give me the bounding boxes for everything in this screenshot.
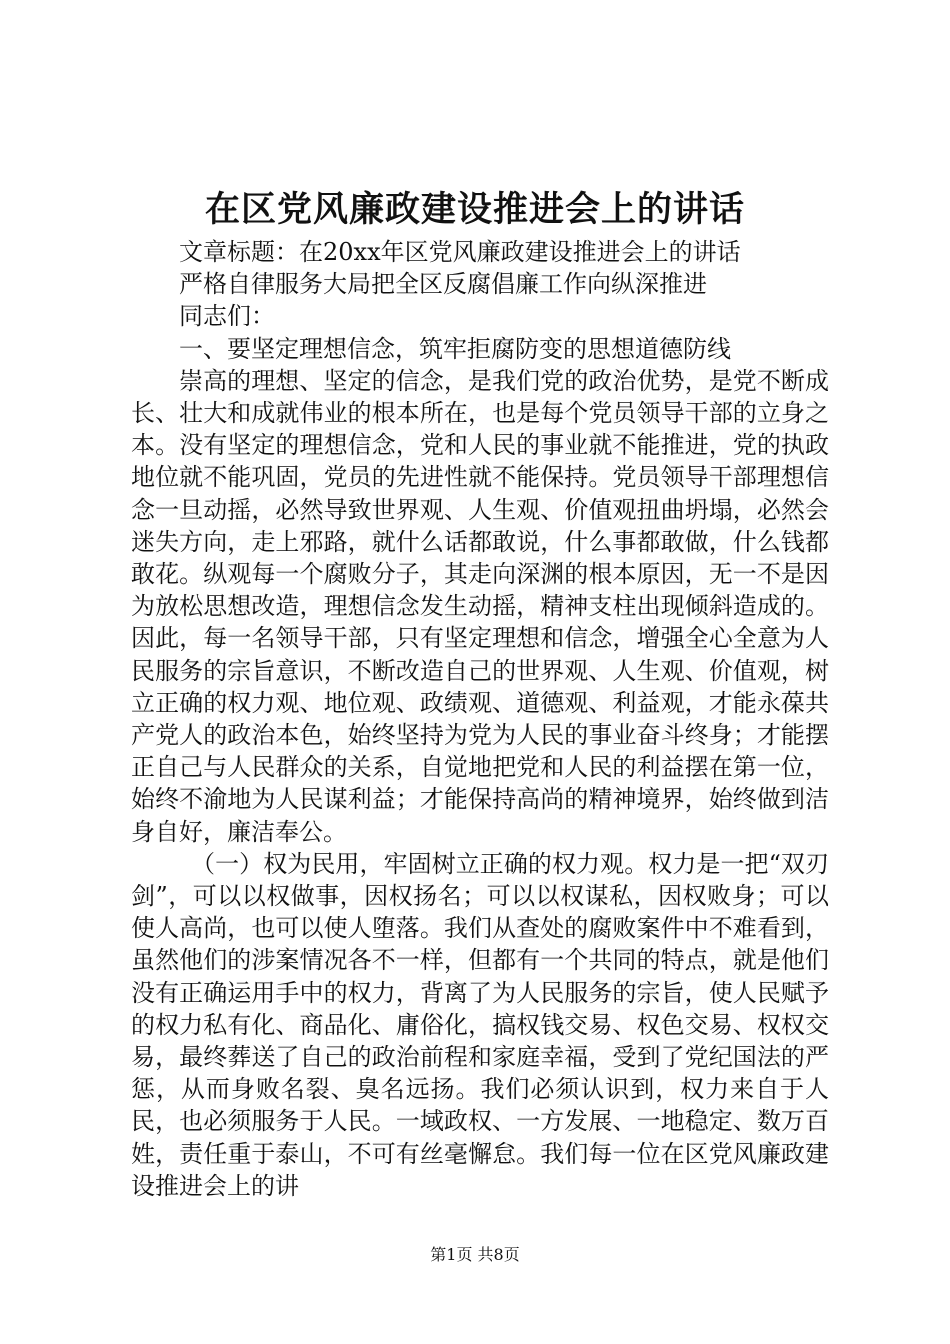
- page-footer: 第1页 共8页: [430, 1245, 520, 1264]
- paragraph: （一）权为民用，牢固树立正确的权力观。权力是一把“双刃剑”，可以以权做事，因权扬名；可以以权谋私，因权败身；可以使人高尚，也可以使人堕落。我们从查处的腐败案件中不难看到，虽然他们的涉案情况各不一样，但都有一个共同的特点，就是他们没有正确运用手中的权力，背离了为人民服务的宗旨，使人民赋予的权力私有化、商品化、庸俗化，搞权钱交易、权色交易、权权交易，最终葬送了自己的政治前程和家庭幸福，受到了党纪国法的严惩，从而身败名裂、臭名远扬。我们必须认识到，权力来自于人民，也必须服务于人民。一域政权、一方发展、一地稳定、数万百姓，责任重于泰山，不可有丝毫懈怠。我们每一位在区党风廉政建设推进会上的讲: [131, 849, 829, 1200]
- section-heading: 一、要坚定理想信念，筑牢拒腐防变的思想道德防线: [179, 334, 731, 363]
- document-body: [131, 236, 829, 1202]
- document-title: 在区党风廉政建设推进会上的讲话: [204, 189, 745, 230]
- salutation: 同志们：: [179, 302, 275, 331]
- article-title-line: 文章标题：在20xx年区党风廉政建设推进会上的讲话: [179, 238, 741, 266]
- subtitle-line: 严格自律服务大局把全区反腐倡廉工作向纵深推进: [179, 270, 707, 299]
- paragraph: 崇高的理想、坚定的信念，是我们党的政治优势，是党不断成长、壮大和成就伟业的根本所在，也是每个党员领导干部的立身之本。没有坚定的理想信念，党和人民的事业就不能推进，党的执政地位就不能巩固，党员的先进性就不能保持。党员领导干部理想信念一旦动摇，必然导致世界观、人生观、价值观扭曲坍塌，必然会迷失方向，走上邪路，就什么话都敢说，什么事都敢做，什么钱都敢花。纵观每一个腐败分子，其走向深渊的根本原因，无一不是因为放松思想改造，理想信念发生动摇，精神支柱出现倾斜造成的。因此，每一名领导干部，只有坚定理想和信念，增强全心全意为人民服务的宗旨意识，不断改造自己的世界观、人生观、价值观，树立正确的权力观、地位观、政绩观、道德观、利益观，才能永葆共产党人的政治本色，始终坚持为党为人民的事业奋斗终身；才能摆正自己与人民群众的关系，自觉地把党和人民的利益摆在第一位，始终不渝地为人民谋利益；才能保持高尚的精神境界，始终做到洁身自好，廉洁奉公。: [131, 366, 829, 846]
